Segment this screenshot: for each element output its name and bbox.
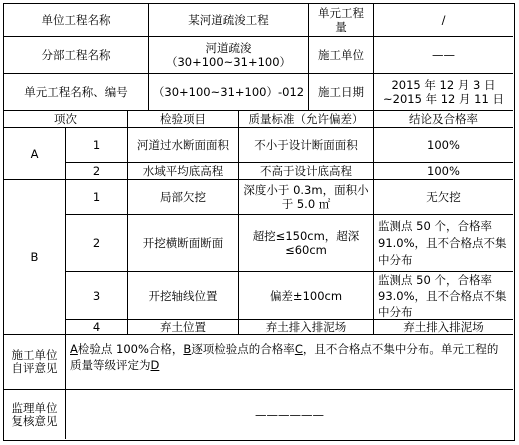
unit-project-name-value: 某河道疏浚工程 bbox=[149, 4, 309, 37]
sub-unit-label: 单元工程量 bbox=[309, 4, 374, 37]
self-eval-part3: ，且不合格点不集中分布。单元工程的质量等级评定为 bbox=[70, 342, 499, 372]
placeholder-d: D bbox=[150, 358, 160, 372]
row-b3-number: 3 bbox=[66, 272, 128, 320]
row-b2-number: 2 bbox=[66, 215, 128, 272]
unit-project-name-label: 单位工程名称 bbox=[4, 4, 149, 37]
row-b1-standard: 深度小于 0.3m，面积小于 5.0 ㎡ bbox=[239, 180, 374, 215]
contractor-value: —— bbox=[374, 37, 513, 74]
column-header-quality-standard: 质量标准（允许偏差） bbox=[239, 111, 374, 128]
row-a1-number: 1 bbox=[66, 128, 128, 163]
element-name-value: （30+100~31+100）-012 bbox=[149, 74, 309, 111]
row-b3-item: 开挖轴线位置 bbox=[128, 272, 239, 320]
row-b2-standard: 超挖≤150cm，超深≤60cm bbox=[239, 215, 374, 272]
row-a1-standard: 不小于设计断面面积 bbox=[239, 128, 374, 163]
placeholder-b: B bbox=[183, 342, 192, 356]
self-eval-part1: 检验点 100%合格， bbox=[77, 342, 184, 356]
self-eval-part2: 逐项检验点的合格率 bbox=[191, 342, 295, 356]
date-value: 2015 年 12 月 3 日 ~2015 年 12 月 11 日 bbox=[374, 74, 513, 111]
row-b1-number: 1 bbox=[66, 180, 128, 215]
row-a2-number: 2 bbox=[66, 163, 128, 180]
row-b4-number: 4 bbox=[66, 320, 128, 335]
row-b1-result: 无欠挖 bbox=[374, 180, 513, 215]
division-name-value: 河道疏浚 （30+100~31+100） bbox=[149, 37, 309, 74]
row-b2-result: 监测点 50 个，合格率 91.0%，且不合格点不集中分布 bbox=[374, 215, 513, 272]
placeholder-a: A bbox=[70, 342, 78, 356]
supervisor-review-label: 监理单位复核意见 bbox=[4, 390, 66, 439]
date-label: 施工日期 bbox=[309, 74, 374, 111]
row-a1-result: 100% bbox=[374, 128, 513, 163]
group-a-label: A bbox=[4, 128, 66, 180]
row-b3-standard: 偏差±100cm bbox=[239, 272, 374, 320]
column-header-conclusion: 结论及合格率 bbox=[374, 111, 513, 128]
row-b1-item: 局部欠挖 bbox=[128, 180, 239, 215]
column-header-item-class: 项次 bbox=[4, 111, 128, 128]
row-b2-item: 开挖横断面断面 bbox=[128, 215, 239, 272]
sub-unit-value: / bbox=[374, 4, 513, 37]
row-b4-result: 弃土排入排泥场 bbox=[374, 320, 513, 335]
row-b4-item: 弃土位置 bbox=[128, 320, 239, 335]
division-name-label: 分部工程名称 bbox=[4, 37, 149, 74]
quality-evaluation-table bbox=[3, 3, 515, 441]
self-evaluation-text bbox=[66, 335, 513, 390]
self-evaluation-label: 施工单位自评意见 bbox=[4, 335, 66, 390]
column-header-inspection-item: 检验项目 bbox=[128, 111, 239, 128]
row-a2-item: 水域平均底高程 bbox=[128, 163, 239, 180]
element-name-label: 单元工程名称、编号 bbox=[4, 74, 149, 111]
row-b3-result: 监测点 50 个，合格率 93.0%，且不合格点不集中分布 bbox=[374, 272, 513, 320]
row-b4-standard: 弃土排入排泥场 bbox=[239, 320, 374, 335]
row-a2-result: 100% bbox=[374, 163, 513, 180]
contractor-label: 施工单位 bbox=[309, 37, 374, 74]
group-b-label: B bbox=[4, 180, 66, 335]
placeholder-c: C bbox=[294, 342, 303, 356]
row-a1-item: 河道过水断面面积 bbox=[128, 128, 239, 163]
supervisor-review-text: —————— bbox=[255, 407, 324, 422]
row-a2-standard: 不高于设计底高程 bbox=[239, 163, 374, 180]
